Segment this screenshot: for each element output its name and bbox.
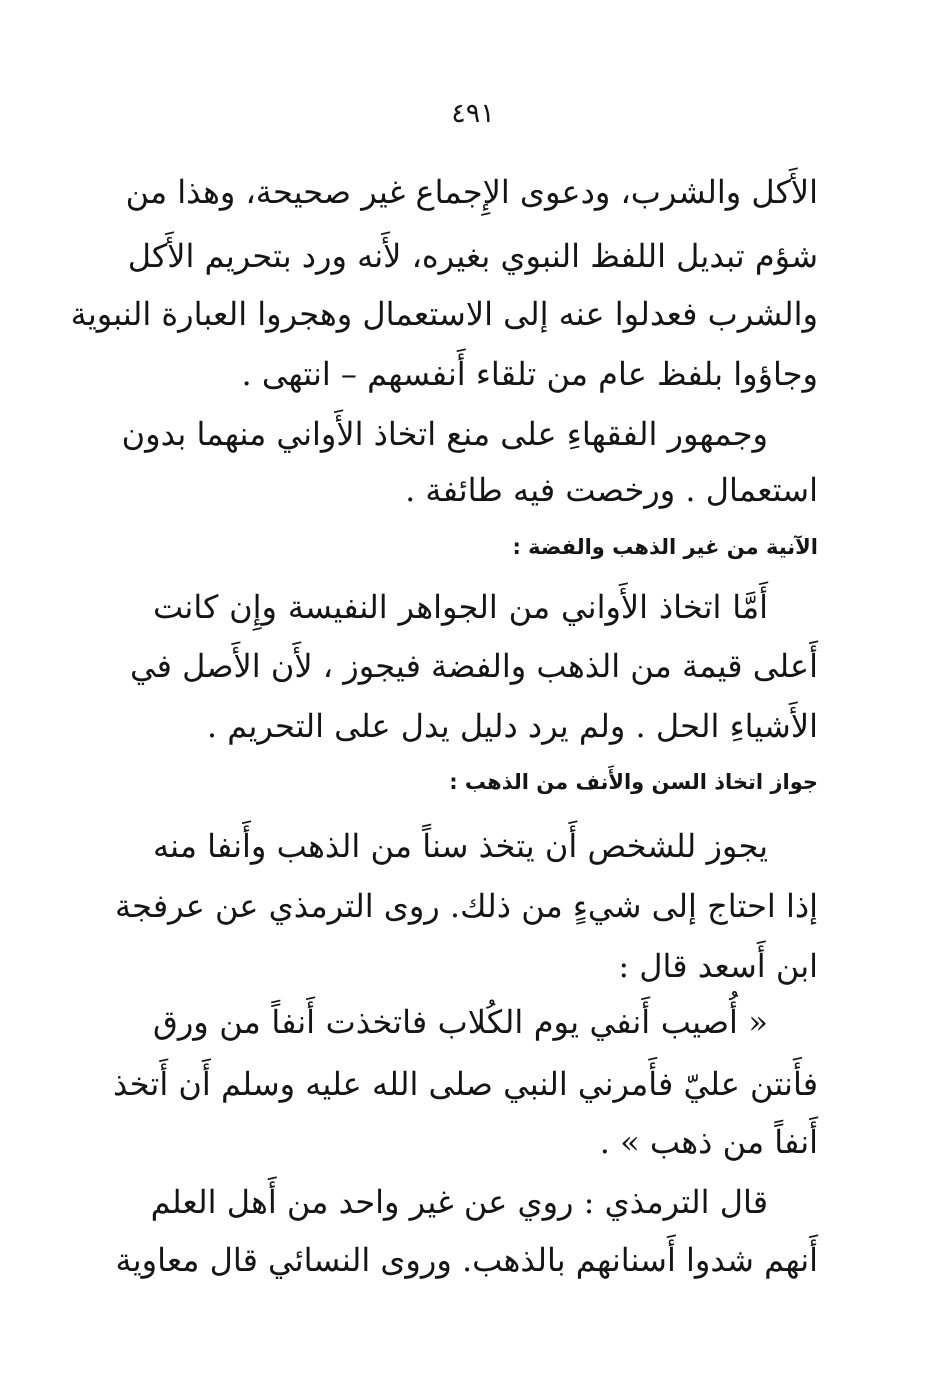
section-heading: جواز اتخاذ السن والأَنف من الذهب :: [449, 770, 818, 794]
quote-line: أَنفاً من ذهب » .: [599, 1123, 818, 1161]
section-heading: الآنية من غير الذهب والفضة :: [512, 535, 818, 559]
text-line: يجوز للشخص أَن يتخذ سناً من الذهب وأَنفا منه: [153, 827, 768, 865]
text-line: شؤم تبديل اللفظ النبوي بغيره، لأَنه ورد بتحريم الأَكل: [127, 237, 818, 275]
quote-line: فأَنتن عليّ فأَمرني النبي صلى الله عليه وسلم أَن أَتخذ: [112, 1065, 818, 1103]
text-line: وجاؤوا بلفظ عام من تلقاء أَنفسهم – انتهى .: [241, 355, 818, 393]
text-line: أَمَّا اتخاذ الأَواني من الجواهر النفيسة وإِن كانت: [153, 588, 768, 626]
text-line: أَنهم شدوا أَسنانهم بالذهب. وروى النسائي قال معاوية: [115, 1241, 818, 1279]
text-line: الأَشياءِ الحل . ولم يرد دليل يدل على التحريم .: [206, 707, 818, 745]
text-line: ابن أَسعد قال :: [618, 947, 818, 985]
page-number: ٤٩١: [451, 98, 495, 129]
text-line: قال الترمذي : روي عن غير واحد من أَهل العلم: [150, 1183, 768, 1221]
quote-line: « أُصيب أَنفي يوم الكُلاب فاتخذت أَنفاً من ورق: [153, 1003, 768, 1041]
text-line: والشرب فعدلوا عنه إلى الاستعمال وهجروا العبارة النبوية: [70, 295, 818, 333]
text-line: وجمهور الفقهاءِ على منع اتخاذ الأَواني منهما بدون: [121, 415, 768, 453]
text-line: الأَكل والشرب، ودعوى الإِجماع غير صحيحة، وهذا من: [125, 173, 818, 211]
text-line: استعمال . ورخصت فيه طائفة .: [405, 471, 818, 509]
text-line: أَعلى قيمة من الذهب والفضة فيجوز ، لأَن الأَصل في: [129, 647, 818, 685]
text-line: إذا احتاج إلى شيءٍ من ذلك. روى الترمذي عن عرفجة: [115, 887, 818, 925]
